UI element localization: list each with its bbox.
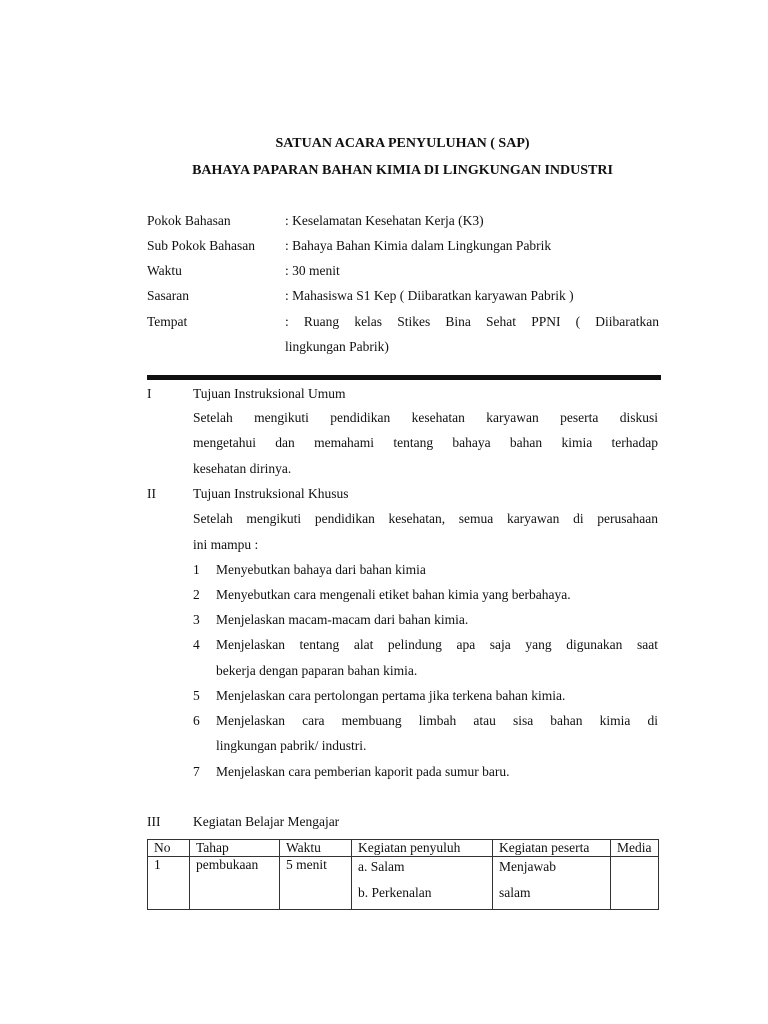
table-header-no: No [148,840,190,857]
list-item: Menjelaskan macam-macam dari bahan kimia. [216,612,469,627]
list-number: 1 [193,562,200,577]
cell-line: salam [499,885,531,900]
list-item: Menjelaskan cara membuang limbah atau sisa bahan kimia di [216,713,658,728]
document-title: SATUAN ACARA PENYULUHAN ( SAP) [275,136,530,151]
table-header-kegiatan-peserta: Kegiatan peserta [493,840,611,857]
list-item: Menjelaskan cara pertolongan pertama jika terkena bahan kimia. [216,688,566,703]
cell-kegiatan-penyuluh [352,857,493,910]
table-header-media: Media [611,840,659,857]
section-heading: Kegiatan Belajar Mengajar [193,814,340,829]
divider-rule [147,375,661,380]
info-label: Pokok Bahasan [147,213,231,228]
cell-tahap: pembukaan [190,857,280,910]
paragraph-line: Setelah mengikuti pendidikan kesehatan karyawan peserta diskusi [193,410,658,425]
section-heading: Tujuan Instruksional Khusus [193,486,349,501]
section-number: I [147,386,152,401]
cell-line: a. Salam [358,859,405,874]
cell-media [611,857,659,910]
info-value: : 30 menit [285,263,340,278]
cell-kegiatan-peserta [493,857,611,910]
document-subtitle: BAHAYA PAPARAN BAHAN KIMIA DI LINGKUNGAN INDUSTRI [192,163,613,178]
info-value: : Mahasiswa S1 Kep ( Diibaratkan karyawan Pabrik ) [285,288,574,303]
cell-line: b. Perkenalan [358,885,432,900]
paragraph-line: mengetahui dan memahami tentang bahaya bahan kimia terhadap [193,435,658,450]
list-item-cont: bekerja dengan paparan bahan kimia. [216,663,418,678]
cell-line: Menjawab [499,859,556,874]
list-item: Menyebutkan bahaya dari bahan kimia [216,562,426,577]
table-header-kegiatan-penyuluh: Kegiatan penyuluh [352,840,493,857]
list-item: Menyebutkan cara mengenali etiket bahan kimia yang berbahaya. [216,587,571,602]
info-value-cont: lingkungan Pabrik) [285,339,389,354]
list-number: 5 [193,688,200,703]
list-number: 3 [193,612,200,627]
info-value: : Bahaya Bahan Kimia dalam Lingkungan Pabrik [285,238,552,253]
info-value: : Ruang kelas Stikes Bina Sehat PPNI ( Diibaratkan [285,314,659,329]
list-item: Menjelaskan tentang alat pelindung apa saja yang digunakan saat [216,637,658,652]
info-label: Sasaran [147,288,189,303]
list-number: 4 [193,637,200,652]
list-number: 7 [193,764,200,779]
info-label: Waktu [147,263,182,278]
section-number: II [147,486,156,501]
cell-no: 1 [148,857,190,910]
table-header-waktu: Waktu [280,840,352,857]
info-label: Tempat [147,314,188,329]
paragraph-line: ini mampu : [193,537,259,552]
section-heading: Tujuan Instruksional Umum [193,386,346,401]
table-header-row [148,840,659,857]
list-item-cont: lingkungan pabrik/ industri. [216,738,367,753]
cell-waktu: 5 menit [280,857,352,910]
list-number: 2 [193,587,200,602]
section-number: III [147,814,161,829]
info-value: : Keselamatan Kesehatan Kerja (K3) [285,213,484,228]
activity-table [147,839,659,910]
table-row [148,857,659,910]
list-number: 6 [193,713,200,728]
list-item: Menjelaskan cara pemberian kaporit pada sumur baru. [216,764,510,779]
table-header-tahap: Tahap [190,840,280,857]
info-label: Sub Pokok Bahasan [147,238,255,253]
paragraph-line: kesehatan dirinya. [193,461,292,476]
paragraph-line: Setelah mengikuti pendidikan kesehatan, semua karyawan di perusahaan [193,511,658,526]
